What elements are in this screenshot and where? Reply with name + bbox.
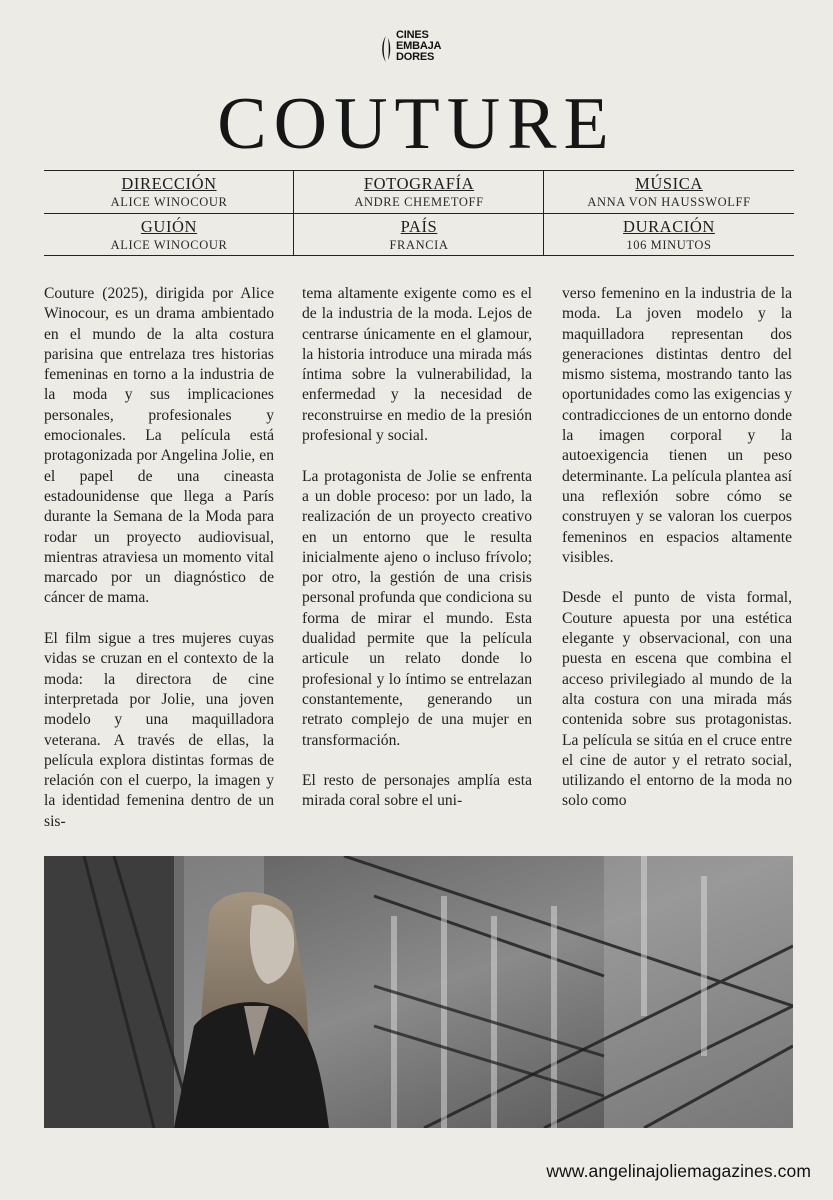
credit-guion [44, 214, 294, 256]
credit-duracion [544, 214, 794, 256]
credits-table [44, 170, 794, 256]
credit-value: ALICE WINOCOUR [110, 195, 228, 209]
logo-text [396, 30, 441, 63]
credit-label: FOTOGRAFÍA [363, 174, 475, 193]
film-still-photo [44, 856, 793, 1128]
credit-label: GUIÓN [140, 217, 198, 236]
credit-value: ANNA VON HAUSSWOLFF [587, 195, 751, 209]
article-paragraph: La protagonista de Jolie se enfrenta a un doble proceso: por un lado, la realización de un proyecto creativo en un entorno que le resulta inicialmente ajeno o incluso frívolo; por otro, la gestión de una crisis personal profunda que condiciona su forma de mirar el mundo. Esta dualidad permite que la película articule un relato donde lo profesional y lo íntimo se entrelazan constantemente, generando un retrato complejo de una mujer en transformación. [302, 467, 532, 749]
credit-fotografia [294, 171, 544, 213]
credit-direccion [44, 171, 294, 213]
logo-line-3: DORES [396, 51, 435, 63]
website-url: www.angelinajoliemagazines.com [546, 1161, 811, 1181]
logo-mark-icon [380, 34, 392, 64]
credit-value: FRANCIA [389, 238, 449, 252]
credit-musica [544, 171, 794, 213]
article-paragraph: Desde el punto de vista formal, Couture apuesta por una estética elegante y observacional, con una puesta en escena que combina el acceso privilegiado al mundo de la alta costura con una mirada más contenida sobre sus protagonistas. La película se sitúa en el cruce entre el cine de autor y el retrato social, utilizando el entorno de la moda no solo como [562, 589, 792, 810]
credit-label: PAÍS [400, 217, 438, 236]
logo-line-1: CINES [396, 29, 429, 41]
article-column-2 [302, 284, 532, 832]
credit-value: 106 MINUTOS [626, 238, 712, 252]
film-title: COUTURE [217, 83, 616, 165]
article-paragraph: El film sigue a tres mujeres cuyas vidas se cruzan en el contexto de la moda: la directora de cine interpretada por Jolie, una joven modelo y una maquilladora veterana. A través de ellas, la película explora distintas formas de relación con el cuerpo, la imagen y la identidad femenina dentro de un sis- [44, 630, 274, 830]
article-paragraph: verso femenino en la industria de la moda. La joven modelo y la maquilladora representan dos generaciones distintas dentro del mismo sistema, mostrando tanto las oportunidades como las exigencias y contradicciones de un entorno donde la imagen corporal y la autoexigencia tienen un peso determinante. La película plantea así una reflexión sobre cómo se construyen y se valoran los cuerpos femeninos en espacios altamente visibles. [562, 285, 792, 566]
article-paragraph: Couture (2025), dirigida por Alice Winocour, es un drama ambientado en el mundo de la alta costura parisina que entrelaza tres historias femeninas en torno a la industria de la moda y sus implicaciones personales, profesionales y emocionales. La película está protagonizada por Angelina Jolie, en el papel de una cineasta estadounidense que llega a París durante la Semana de la Moda para rodar un proyecto audiovisual, mientras atraviesa un momento vital marcado por un diagnóstico de cáncer de mama. [44, 285, 274, 607]
cines-embajadores-logo [380, 30, 460, 68]
credit-value: ALICE WINOCOUR [110, 238, 228, 252]
credit-label: MÚSICA [635, 174, 703, 193]
credit-pais [294, 214, 544, 256]
credit-label: DURACIÓN [623, 217, 715, 236]
article-column-1 [44, 284, 274, 852]
article-paragraph: El resto de personajes amplía esta mirada coral sobre el uni- [302, 772, 532, 810]
article-paragraph: tema altamente exigente como es el de la industria de la moda. Lejos de centrarse únicamente en el glamour, la historia introduce una mirada más íntima sobre la vulnerabilidad, la enfermedad y la necesidad de reconstruirse en medio de la presión profesional y social. [302, 285, 532, 445]
credit-value: ANDRE CHEMETOFF [354, 195, 484, 209]
logo-line-2: EMBAJA [396, 40, 442, 52]
article-column-3 [562, 284, 792, 832]
credit-label: DIRECCIÓN [121, 174, 217, 193]
film-still-illustration [44, 856, 793, 1128]
